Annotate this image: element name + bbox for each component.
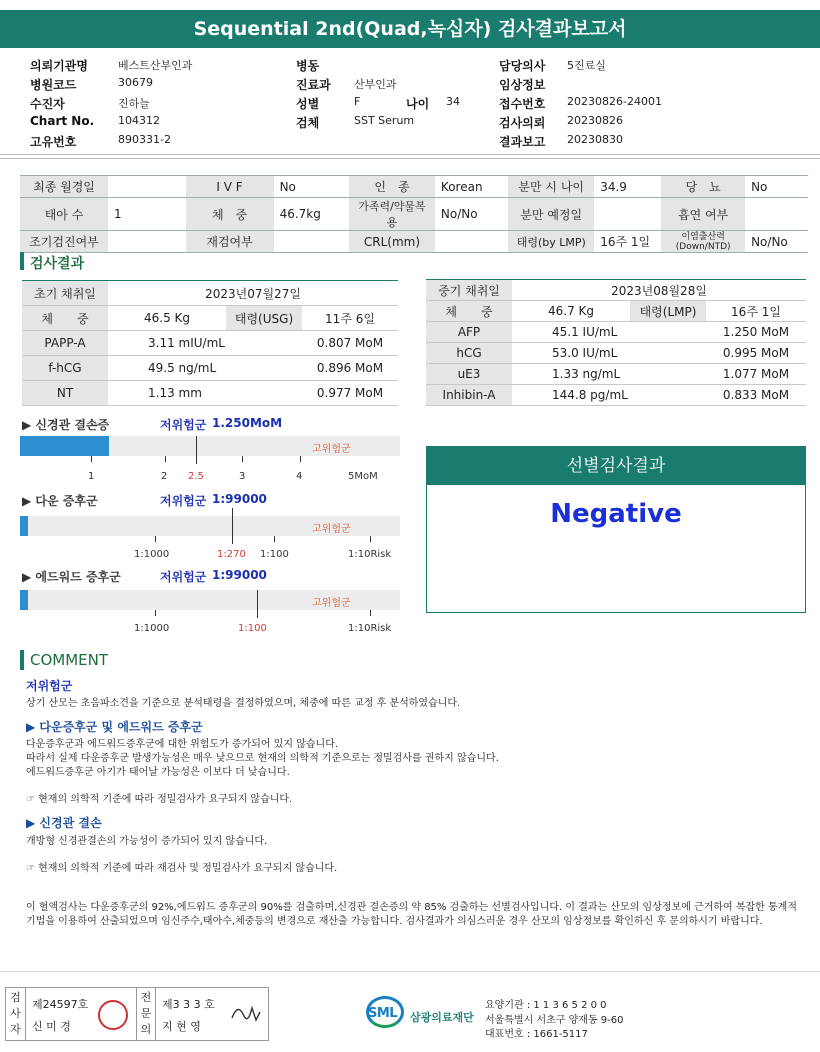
tick-label: 2 xyxy=(161,471,168,482)
risk-bar-fill xyxy=(20,590,28,610)
table-row xyxy=(426,385,806,406)
tick-label: 1:10Risk xyxy=(348,549,392,560)
cell: 분만 예정일 xyxy=(508,198,594,231)
cell: 흡연 여부 xyxy=(661,198,745,231)
ga-label: 태령(USG) xyxy=(226,306,302,331)
comment-note: ☞ 현재의 의학적 기준에 따라 정밀검사가 요구되지 않습니다. xyxy=(26,794,293,805)
divider xyxy=(0,154,820,155)
section-marker xyxy=(20,252,24,270)
value: F xyxy=(354,95,361,108)
tick-label: 1:100 xyxy=(260,549,289,560)
label: 병원코드 xyxy=(30,78,77,92)
tick-label: 1:100 xyxy=(238,623,267,634)
label: 검체 xyxy=(296,116,320,130)
screening-result-title: 선별검사결과 xyxy=(427,447,805,485)
table-row xyxy=(22,306,398,331)
marker-name: Inhibin-A xyxy=(426,385,512,406)
table-row xyxy=(426,280,806,301)
label: 검사의뢰 xyxy=(499,116,546,130)
second-trimester-table xyxy=(426,279,806,406)
weight-value: 46.5 Kg xyxy=(108,306,226,331)
value: 30679 xyxy=(118,76,153,89)
comment-line: 따라서 실제 다운증후군 발생가능성은 매우 낮으므로 현재의 의학적 기준으로는 정밀검사를 권하지 않습니다. xyxy=(26,753,499,764)
label: 성별 xyxy=(296,97,320,111)
cell xyxy=(108,176,186,198)
table-row xyxy=(22,331,398,356)
cell: 16주 1일 xyxy=(594,231,661,253)
risk-group: 저위험군 xyxy=(160,570,207,584)
marker-value: 53.0 IU/mL xyxy=(512,343,706,364)
marker-mom: 0.833 MoM xyxy=(706,385,806,406)
risk-down xyxy=(22,492,402,509)
marker-mom: 0.807 MoM xyxy=(302,331,398,356)
cutoff-line xyxy=(257,590,258,618)
cell: No/No xyxy=(435,198,508,231)
value: 104312 xyxy=(118,114,160,127)
weight-label: 체 중 xyxy=(426,301,512,322)
cell: 조기검진여부 xyxy=(20,231,108,253)
specialist-number: 제3 3 3 호 xyxy=(162,998,215,1011)
marker-value: 45.1 IU/mL xyxy=(512,322,706,343)
comment-subheading: ▶ 다운증후군 및 에드워드 증후군 xyxy=(26,720,203,734)
label: 접수번호 xyxy=(499,97,546,111)
table-row xyxy=(426,343,806,364)
label: 담당의사 xyxy=(499,59,546,73)
tick-label: 2.5 xyxy=(188,471,204,482)
value: SST Serum xyxy=(354,114,415,127)
specialist-name: 지 현 영 xyxy=(162,1020,201,1033)
cell: 재검여부 xyxy=(186,231,274,253)
value: 20230826-24001 xyxy=(567,95,662,108)
value: 베스트산부인과 xyxy=(118,59,193,72)
risk-value: 1:99000 xyxy=(212,492,267,506)
divider xyxy=(0,971,820,972)
table-row xyxy=(426,301,806,322)
high-risk-label: 고위험군 xyxy=(312,598,351,609)
lab-code: 요양기관 : 1 1 3 6 5 2 0 0 xyxy=(485,1000,607,1011)
table-row xyxy=(20,176,808,198)
cell: No xyxy=(745,176,808,198)
info-col-3 xyxy=(499,57,799,152)
marker-name: PAPP-A xyxy=(22,331,108,356)
tick-mark xyxy=(91,456,92,462)
cell xyxy=(274,231,349,253)
risk-edwards xyxy=(22,568,402,585)
marker-value: 144.8 pg/mL xyxy=(512,385,706,406)
comment-text: 개방형 신경관결손의 가능성이 증가되어 있지 않습니다. xyxy=(26,836,268,847)
label: 병동 xyxy=(296,59,320,73)
cell: 체 중 xyxy=(186,198,274,231)
cell: 46.7kg xyxy=(274,198,349,231)
label: 결과보고 xyxy=(499,135,546,149)
screening-result-value: Negative xyxy=(550,499,682,529)
comment-disclaimer: 이 혈액검사는 다운증후군의 92%,에드워드 증후군의 90%를 검출하며,신경관 결손증의 약 85% 검출하는 선별검사입니다. 이 결과는 산모의 임상정보에 근거하여 복잡한 통계적 기법을 이용하여 산출되었으며 임신주수,태아수,체중등의 변경으로 재산출 가능합니다. 검사결과가 의심스러운 경우 산모의 임상정보를 확인하신 후 문의하시기 바랍니다. xyxy=(26,902,797,927)
cell: 태령(by LMP) xyxy=(508,231,594,253)
ga-value: 11주 6일 xyxy=(302,306,398,331)
comment-heading: COMMENT xyxy=(30,651,109,669)
tick-mark xyxy=(370,536,371,542)
comment-line: 다운증후군과 에드워드증후군에 대한 위험도가 증가되어 있지 않습니다. xyxy=(26,739,339,750)
risk-ntd xyxy=(22,416,402,433)
label: 진료과 xyxy=(296,78,331,92)
marker-name: hCG xyxy=(426,343,512,364)
table-row xyxy=(22,281,398,306)
label: 임상정보 xyxy=(499,78,546,92)
marker-mom: 0.977 MoM xyxy=(302,381,398,406)
risk-group: 저위험군 xyxy=(160,418,207,432)
marker-value: 1.13 mm xyxy=(108,381,302,406)
cell: 이염출산력 (Down/NTD) xyxy=(661,231,745,253)
divider xyxy=(0,158,820,159)
marker-mom: 0.896 MoM xyxy=(302,356,398,381)
value: 20230826 xyxy=(567,114,623,127)
table-row xyxy=(22,381,398,406)
tick-label: 5MoM xyxy=(348,471,378,482)
tick-mark xyxy=(370,610,371,616)
cell: 1 xyxy=(108,198,186,231)
label: 의뢰기관명 xyxy=(30,59,88,73)
value: 20230830 xyxy=(567,133,623,146)
cell: I V F xyxy=(186,176,274,198)
tick-label: 3 xyxy=(239,471,246,482)
date-label: 중기 채취일 xyxy=(426,280,512,301)
lab-name: 삼광의료재단 xyxy=(410,1011,474,1024)
weight-label: 체 중 xyxy=(22,306,108,331)
examiner-number: 제24597호 xyxy=(32,998,89,1011)
cell: 인 종 xyxy=(349,176,435,198)
high-risk-label: 고위험군 xyxy=(312,524,351,535)
age-value: 34 xyxy=(446,95,460,108)
value: 890331-2 xyxy=(118,133,171,146)
examiner-label: 검사자 xyxy=(6,988,26,1040)
risk-group: 저위험군 xyxy=(160,494,207,508)
table-row xyxy=(20,231,808,253)
tick-label: 1 xyxy=(88,471,95,482)
tick-mark xyxy=(242,456,243,462)
cell: 가족력/약물복용 xyxy=(349,198,435,231)
cell: 분만 시 나이 xyxy=(508,176,594,198)
info-col-1 xyxy=(30,57,290,152)
comment-text: 상기 산모는 초음파소견을 기준으로 분석태령을 결정하였으며, 체중에 따른 교정 후 분석하였습니다. xyxy=(26,698,461,709)
section-marker xyxy=(20,650,24,670)
marker-value: 3.11 mIU/mL xyxy=(108,331,302,356)
label: 고유번호 xyxy=(30,135,77,149)
tick-mark xyxy=(300,456,301,462)
results-heading: 검사결과 xyxy=(30,256,85,272)
cell: 최종 월경일 xyxy=(20,176,108,198)
comment-subheading: ▶ 신경관 결손 xyxy=(26,816,102,830)
report-title: Sequential 2nd(Quad,녹십자) 검사결과보고서 xyxy=(0,10,820,48)
risk-title: ▶ 에드워드 증후군 xyxy=(22,570,121,584)
clinical-table xyxy=(20,175,808,253)
tick-label: 4 xyxy=(296,471,303,482)
risk-bar-fill xyxy=(20,436,109,456)
cell: CRL(mm) xyxy=(349,231,435,253)
date-value: 2023년07월27일 xyxy=(108,281,398,306)
cell xyxy=(594,198,661,231)
seal-icon xyxy=(98,1000,128,1030)
value: 산부인과 xyxy=(354,78,397,91)
ga-label: 태령(LMP) xyxy=(630,301,706,322)
specialist-label: 전문의 xyxy=(136,988,156,1040)
cell: 당 뇨 xyxy=(661,176,745,198)
date-label: 초기 채취일 xyxy=(22,281,108,306)
table-row xyxy=(426,322,806,343)
first-trimester-table xyxy=(22,280,398,406)
weight-value: 46.7 Kg xyxy=(512,301,630,322)
comment-line: 에드워드증후군 아기가 태어날 가능성은 이보다 더 낮습니다. xyxy=(26,767,290,778)
age-label: 나이 xyxy=(406,97,430,111)
risk-bar-fill xyxy=(20,516,28,536)
cell: Korean xyxy=(435,176,508,198)
risk-title: ▶ 신경관 결손증 xyxy=(22,418,110,432)
value: 진하늘 xyxy=(118,97,150,110)
cutoff-line xyxy=(232,508,233,544)
marker-name: uE3 xyxy=(426,364,512,385)
cutoff-line xyxy=(196,436,197,464)
screening-result-box xyxy=(426,446,806,613)
marker-mom: 1.077 MoM xyxy=(706,364,806,385)
tick-mark xyxy=(274,536,275,542)
tick-label: 1:10Risk xyxy=(348,623,392,634)
ga-value: 16주 1일 xyxy=(706,301,806,322)
lab-phone: 대표번호 : 1661-5117 xyxy=(485,1029,588,1040)
signature-icon xyxy=(228,998,264,1028)
tick-label: 1:1000 xyxy=(134,623,170,634)
comment-paragraph xyxy=(26,738,806,780)
cell xyxy=(745,198,808,231)
examiner-name: 신 미 경 xyxy=(32,1020,71,1033)
label: 수진자 xyxy=(30,97,65,111)
marker-value: 1.33 ng/mL xyxy=(512,364,706,385)
high-risk-label: 고위험군 xyxy=(312,444,351,455)
marker-mom: 0.995 MoM xyxy=(706,343,806,364)
tick-label: 1:1000 xyxy=(134,549,170,560)
lab-address: 서울특별시 서초구 양재동 9-60 xyxy=(485,1015,624,1026)
risk-value: 1:99000 xyxy=(212,568,267,582)
marker-name: NT xyxy=(22,381,108,406)
risk-title: ▶ 다운 증후군 xyxy=(22,494,98,508)
cell: 34.9 xyxy=(594,176,661,198)
cell xyxy=(435,231,508,253)
table-row xyxy=(22,356,398,381)
tick-mark xyxy=(155,536,156,542)
cell: No xyxy=(274,176,349,198)
logo-text: SML xyxy=(368,1006,398,1021)
tick-label: 1:270 xyxy=(217,549,246,560)
risk-value: 1.250MoM xyxy=(212,416,283,430)
marker-name: AFP xyxy=(426,322,512,343)
marker-value: 49.5 ng/mL xyxy=(108,356,302,381)
table-row xyxy=(426,364,806,385)
info-col-2 xyxy=(296,57,496,133)
value: 5진료실 xyxy=(567,59,606,72)
table-row xyxy=(20,198,808,231)
cell: No/No xyxy=(745,231,808,253)
marker-mom: 1.250 MoM xyxy=(706,322,806,343)
comment-note: ☞ 현재의 의학적 기준에 따라 재검사 및 정밀검사가 요구되지 않습니다. xyxy=(26,863,338,874)
comment-group: 저위험군 xyxy=(26,679,73,693)
date-value: 2023년08월28일 xyxy=(512,280,806,301)
cell: 태아 수 xyxy=(20,198,108,231)
tick-mark xyxy=(155,610,156,616)
label: Chart No. xyxy=(30,114,95,128)
tick-mark xyxy=(165,456,166,462)
marker-name: f-hCG xyxy=(22,356,108,381)
cell xyxy=(108,231,186,253)
signature-box xyxy=(5,987,269,1041)
